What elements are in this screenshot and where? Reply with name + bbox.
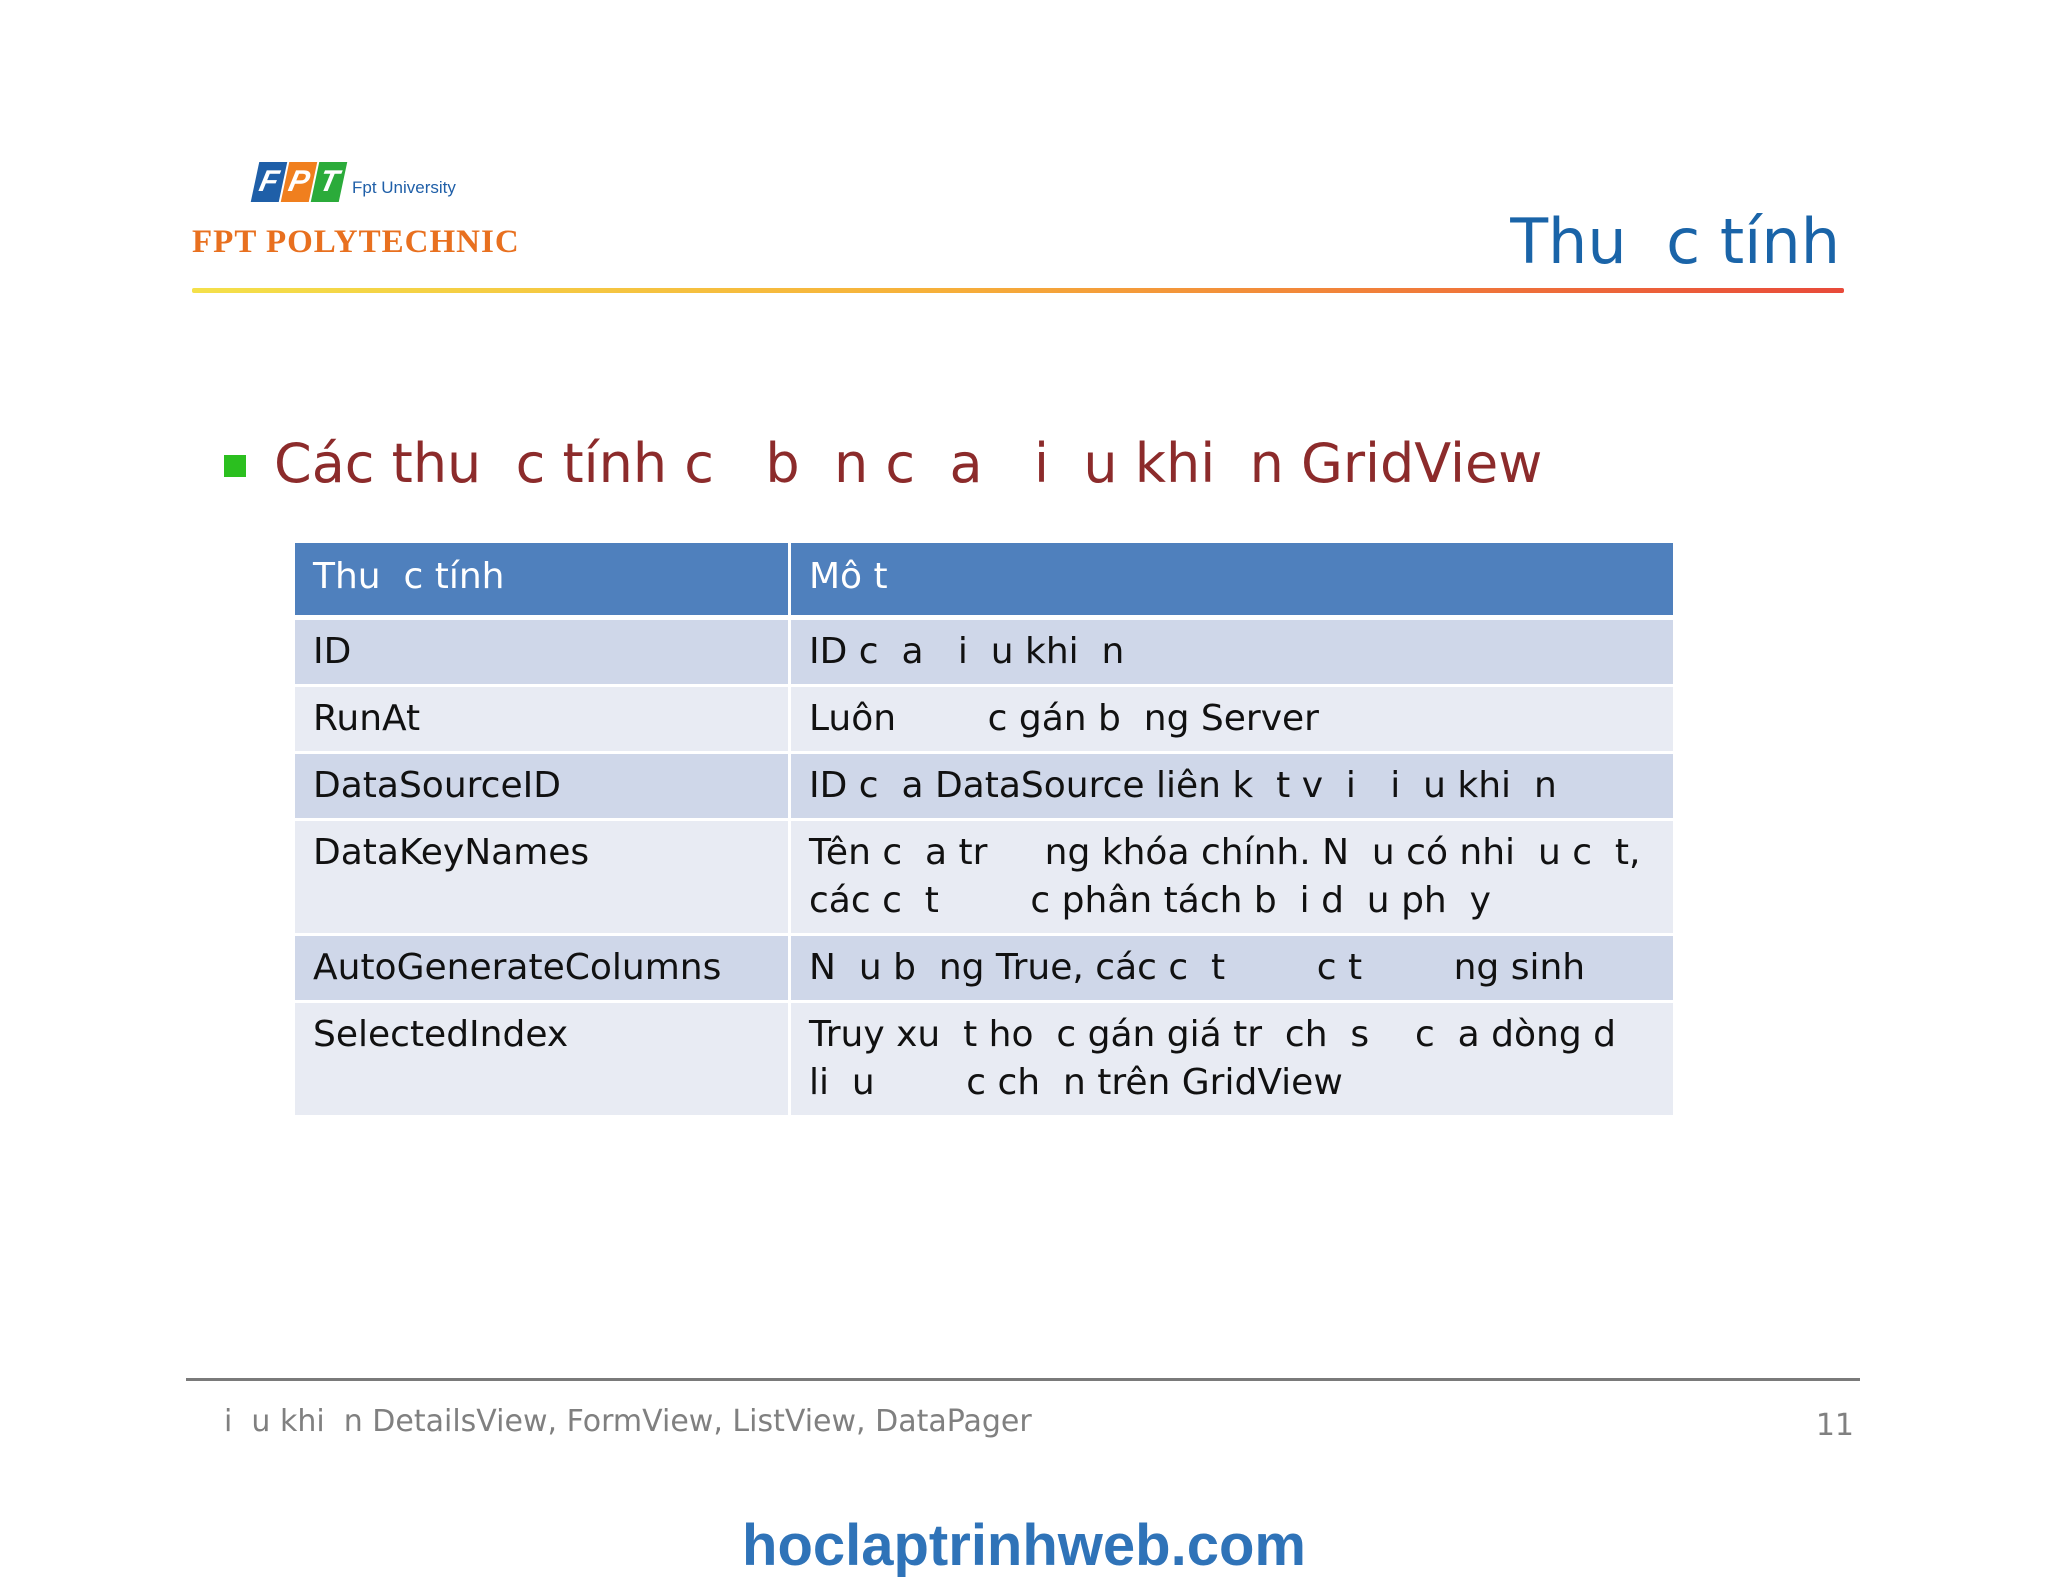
table-header-row bbox=[295, 543, 1673, 620]
description-cell: ID c a i u khi n bbox=[791, 620, 1673, 687]
properties-table bbox=[295, 543, 1673, 1118]
property-cell: SelectedIndex bbox=[295, 1003, 791, 1118]
description-cell: ID c a DataSource liên k t v i i u khi n bbox=[791, 754, 1673, 821]
header-description: Mô t bbox=[791, 543, 1673, 620]
fpt-logo-letter-f: F bbox=[251, 162, 288, 202]
page-number: 11 bbox=[1815, 1408, 1854, 1443]
property-cell: DataSourceID bbox=[295, 754, 791, 821]
slide-title: Thu c tính bbox=[1510, 205, 1840, 278]
fpt-logo-letter-t: T bbox=[311, 162, 348, 202]
property-cell: AutoGenerateColumns bbox=[295, 936, 791, 1003]
description-cell: N u b ng True, các c t c t ng sinh bbox=[791, 936, 1673, 1003]
title-divider bbox=[192, 288, 1844, 293]
property-cell: ID bbox=[295, 620, 791, 687]
footer-caption: i u khi n DetailsView, FormView, ListView, DataPager bbox=[224, 1404, 1032, 1439]
fpt-university-label: Fpt University bbox=[352, 178, 456, 197]
fpt-polytechnic-label: FPT POLYTECHNIC bbox=[192, 224, 520, 260]
bullet-square-icon bbox=[224, 455, 246, 477]
table-row bbox=[295, 687, 1673, 754]
fpt-logo-mark bbox=[255, 162, 343, 206]
table-row bbox=[295, 620, 1673, 687]
description-cell: Luôn c gán b ng Server bbox=[791, 687, 1673, 754]
table-row bbox=[295, 821, 1673, 936]
description-cell: Tên c a tr ng khóa chính. N u có nhi u c t, các c t c phân tách b i d u ph y bbox=[791, 821, 1673, 936]
fpt-logo-letter-p: P bbox=[281, 162, 318, 202]
table-row bbox=[295, 1003, 1673, 1118]
footer-divider bbox=[186, 1378, 1860, 1381]
fpt-polytechnic-logo bbox=[130, 140, 570, 280]
watermark-text: hoclaptrinhweb.com bbox=[742, 1513, 1306, 1578]
table-row bbox=[295, 754, 1673, 821]
property-cell: RunAt bbox=[295, 687, 791, 754]
bullet-heading: Các thu c tính c b n c a i u khi n GridView bbox=[274, 432, 1543, 495]
table-row bbox=[295, 936, 1673, 1003]
header-property: Thu c tính bbox=[295, 543, 791, 620]
description-cell: Truy xu t ho c gán giá tr ch s c a dòng d li u c ch n trên GridView bbox=[791, 1003, 1673, 1118]
property-cell: DataKeyNames bbox=[295, 821, 791, 936]
